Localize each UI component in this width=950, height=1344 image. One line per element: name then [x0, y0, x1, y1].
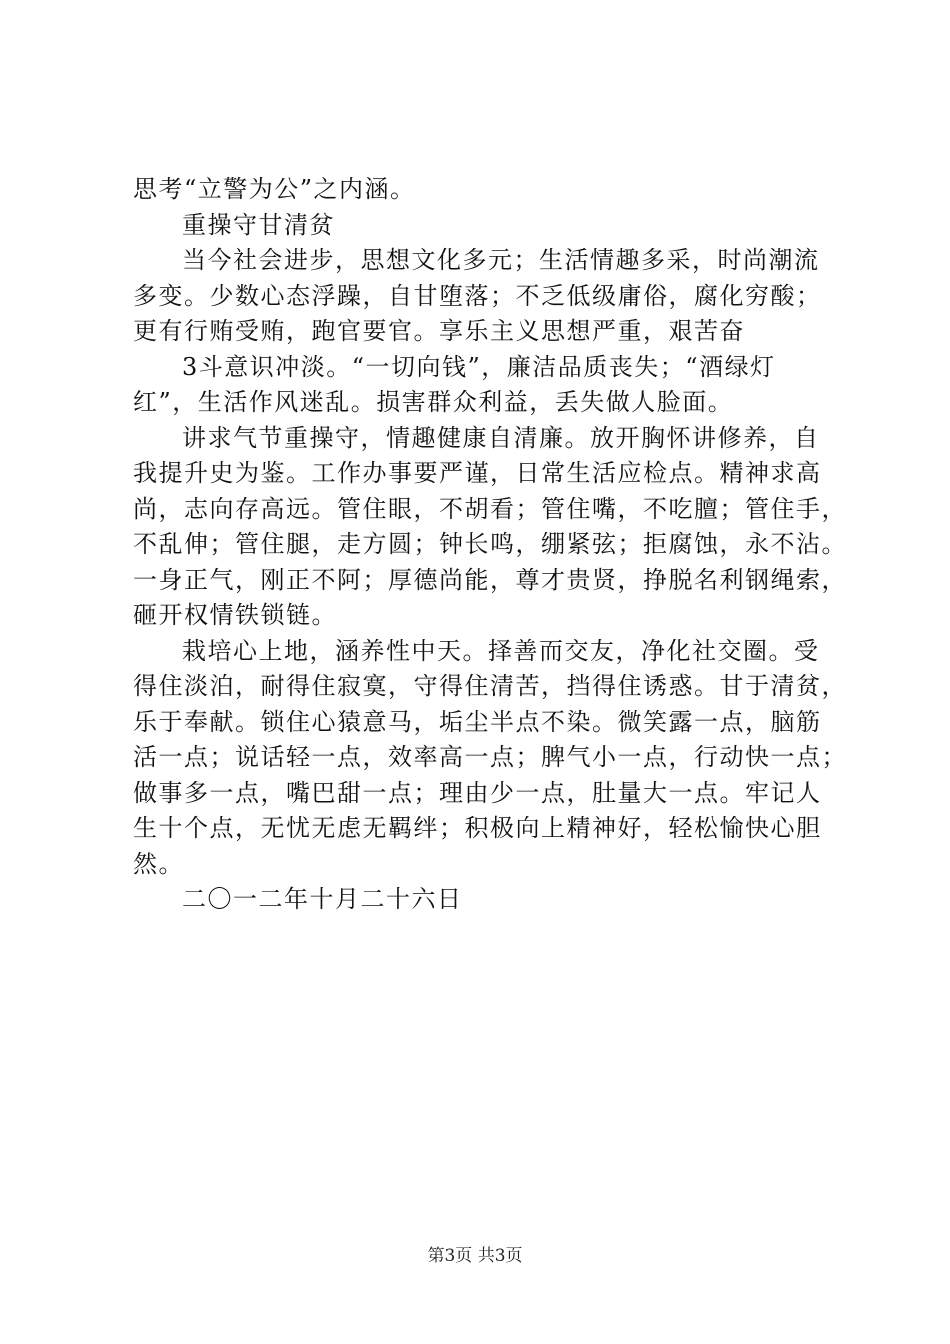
- text-line: 砸开权情铁锁链。: [133, 601, 337, 629]
- text-line: 讲求气节重操守，情趣健康自清廉。放开胸怀讲修养，自: [182, 423, 820, 452]
- document-body: [133, 172, 847, 918]
- text-line: 尚，志向存高远。管住眼，不胡看；管住嘴，不吃膻；管住手，: [133, 494, 847, 523]
- text-line: 得住淡泊，耐得住寂寞，守得住清苦，挡得住诱惑。甘于清贫，: [133, 672, 847, 700]
- text-line: 红”，生活作风迷乱。损害群众利益，丢失做人脸面。: [133, 388, 734, 416]
- text-line: 做事多一点，嘴巴甜一点；理由少一点，肚量大一点。牢记人: [133, 778, 822, 807]
- text-line: 我提升史为鉴。工作办事要严谨，日常生活应检点。精神求高: [133, 459, 822, 487]
- text-line: 不乱伸；管住腿，走方圆；钟长鸣，绷紧弦；拒腐蚀，永不沾。: [133, 530, 847, 558]
- page-number-footer: 第3页 共3页: [427, 1246, 523, 1266]
- text-line: 思考“立警为公”之内涵。: [133, 175, 416, 203]
- text-line: 当今社会进步，思想文化多元；生活情趣多采，时尚潮流: [182, 246, 820, 274]
- text-line: 二〇一二年十月二十六日: [182, 885, 463, 913]
- text-line: 活一点；说话轻一点，效率高一点；脾气小一点，行动快一点；: [133, 743, 847, 771]
- text-line: 然。: [133, 849, 184, 878]
- text-line: 生十个点，无忧无虑无羁绊；积极向上精神好，轻松愉快心胆: [133, 814, 822, 842]
- text-line: 一身正气，刚正不阿；厚德尚能，尊才贵贤，挣脱名利钢绳索，: [133, 565, 847, 594]
- text-line: 3斗意识冲淡。“一切向钱”，廉洁品质丧失；“酒绿灯: [182, 352, 776, 381]
- text-line: 乐于奉献。锁住心猿意马，垢尘半点不染。微笑露一点，脑筋: [133, 707, 822, 736]
- text-line: 重操守甘清贫: [182, 210, 335, 239]
- text-line: 更有行贿受贿，跑官要官。享乐主义思想严重，艰苦奋: [133, 317, 745, 345]
- text-line: 栽培心上地，涵养性中天。择善而交友，净化社交圈。受: [182, 636, 820, 665]
- text-line: 多变。少数心态浮躁，自甘堕落；不乏低级庸俗，腐化穷酸；: [133, 281, 822, 310]
